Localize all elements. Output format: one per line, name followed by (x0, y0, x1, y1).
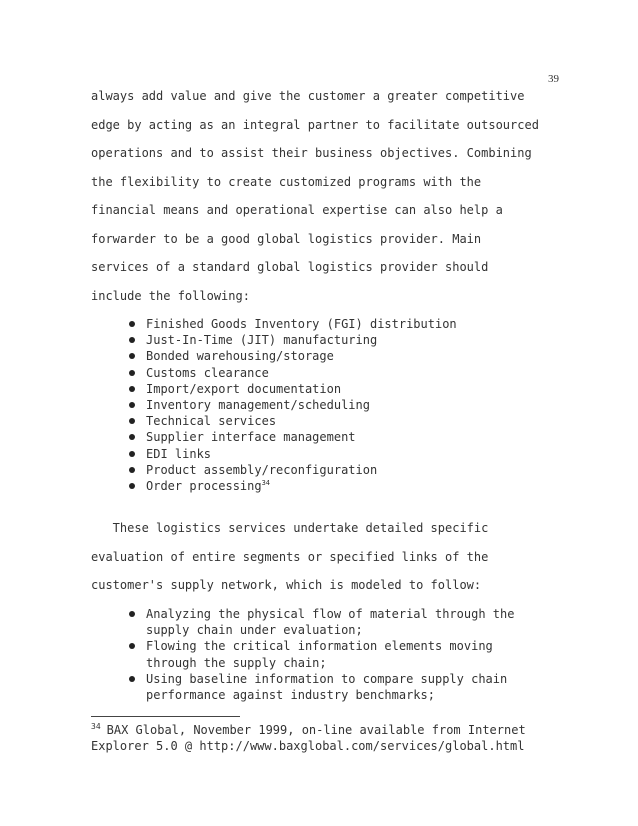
paragraph-line: financial means and operational expertise can also help a (91, 203, 503, 217)
bullet-icon (129, 402, 135, 408)
bullet-icon (129, 353, 135, 359)
footnote-line (91, 722, 526, 738)
footnote (91, 722, 526, 754)
bullet-icon (129, 418, 135, 424)
list-item-text: Technical services (146, 414, 277, 429)
list-item-text: Analyzing the physical flow of material through the (146, 607, 515, 621)
list-item (91, 429, 457, 445)
bullet-icon (129, 611, 135, 617)
services-list (91, 316, 457, 494)
bullet-icon (129, 451, 135, 457)
paragraph-line: forwarder to be a good global logistics provider. Main (91, 231, 482, 246)
paragraph-intro (91, 82, 539, 310)
list-item (91, 365, 457, 381)
bullet-icon (129, 434, 135, 440)
list-item-text: Product assembly/reconfiguration (146, 462, 378, 477)
list-item-text: through the supply chain; (146, 655, 327, 670)
paragraph-line: edge by acting as an integral partner to facilitate outsourced (91, 117, 539, 132)
list-item-text: Finished Goods Inventory (FGI) distribution (146, 317, 457, 331)
list-item (91, 446, 457, 462)
list-item-text: Customs clearance (146, 365, 269, 380)
list-item-text: Using baseline information to compare supply chain (146, 671, 508, 686)
paragraph-line: services of a standard global logistics provider should (91, 260, 489, 274)
evaluation-list (91, 606, 514, 703)
footnote-number: 34 (91, 722, 101, 731)
paragraph-line: the flexibility to create customized programs with the (91, 174, 482, 189)
list-item (91, 381, 457, 397)
paragraph-line: evaluation of entire segments or specified links of the (91, 549, 489, 564)
list-item (91, 671, 514, 703)
bullet-icon (129, 321, 135, 327)
list-item-text: EDI links (146, 446, 212, 461)
bullet-icon (129, 467, 135, 473)
bullet-icon (129, 386, 135, 392)
paragraph-evaluation (91, 514, 488, 600)
footnote-line: Explorer 5.0 @ http://www.baxglobal.com/services/global.html (91, 739, 525, 753)
list-item-text: supply chain under evaluation; (146, 623, 363, 638)
list-item (91, 316, 457, 332)
list-item (91, 332, 457, 348)
list-item-text: performance against industry benchmarks; (146, 688, 435, 703)
list-item-text: Just-In-Time (JIT) manufacturing (146, 333, 378, 348)
list-item-text: Flowing the critical information elements moving (146, 639, 493, 654)
list-item (91, 462, 457, 478)
bullet-icon (129, 676, 135, 682)
paragraph-line: These logistics services undertake detailed specific (91, 521, 489, 535)
list-item (91, 606, 514, 638)
bullet-icon (129, 337, 135, 343)
paragraph-line: operations and to assist their business objectives. Combining (91, 146, 532, 160)
list-item (91, 413, 457, 429)
page-number: 39 (548, 73, 559, 85)
list-item (91, 638, 514, 670)
bullet-icon (129, 643, 135, 649)
bullet-icon (129, 370, 135, 376)
paragraph-line: customer's supply network, which is modeled to follow: (91, 578, 482, 592)
list-item-text: Supplier interface management (146, 430, 356, 445)
paragraph-line: include the following: (91, 288, 250, 303)
list-item (91, 478, 457, 494)
list-item (91, 397, 457, 413)
list-item-text: Inventory management/scheduling (146, 398, 370, 413)
list-item-text: Order processing (146, 479, 262, 494)
list-item (91, 348, 457, 364)
paragraph-line: always add value and give the customer a greater competitive (91, 89, 525, 103)
footnote-divider (91, 716, 240, 717)
footnote-reference: 34 (261, 479, 271, 488)
bullet-icon (129, 483, 135, 489)
footnote-text: BAX Global, November 1999, on-line available from Internet (106, 723, 526, 737)
list-item-text: Bonded warehousing/storage (146, 349, 334, 364)
list-item-text: Import/export documentation (146, 381, 342, 396)
